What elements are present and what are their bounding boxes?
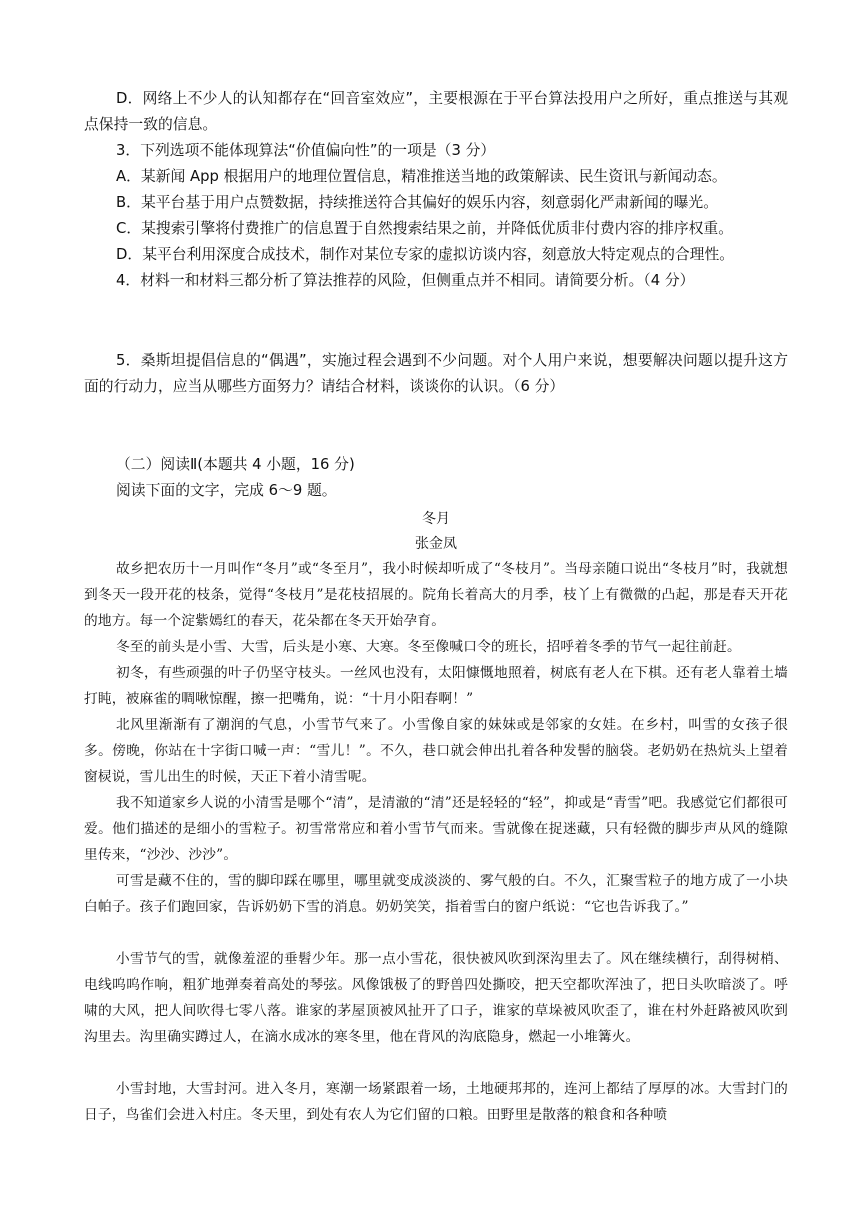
reading-two-heading: （二）阅读Ⅱ(本题共 4 小题，16 分) [116, 456, 355, 473]
passage-paragraph: 小雪节气的雪，就像羞涩的垂髫少年。那一点小雪花，很快被风吹到深沟里去了。风在继续横行，刮得树梢、电线呜呜作响，粗犷地弹奏着高处的琴弦。风像饿极了的野兽四处撕咬，把天空都吹浑浊了，把日头吹暗淡了。呼啸的大风，把人间吹得七零八落。谁家的茅屋顶被风扯开了口子，谁家的草垛被风吹歪了，谁在村外赶路被风吹到沟里去。沟里确实蹲过人，在滴水成冰的寒冬里，他在背风的沟底隐身，燃起一小堆篝火。 [84, 951, 788, 1045]
passage-paragraph: 初冬，有些顽强的叶子仍坚守枝头。一丝风也没有，太阳慷慨地照着，树底有老人在下棋。还有老人靠着土墙打盹，被麻雀的啁啾惊醒，擦一把嘴角，说：“十月小阳春啊！” [84, 665, 788, 707]
passage-paragraph: 我不知道家乡人说的小清雪是哪个“清”，是清澈的“清”还是轻轻的“轻”，抑或是“青雪”吧。我感觉它们都很可爱。他们描述的是细小的雪粒子。初雪常常应和着小雪节气而来。雪就像在捉迷藏，只有轻微的脚步声从风的缝隙里传来，“沙沙、沙沙”。 [84, 795, 788, 863]
question-3-stem: 3．下列选项不能体现算法“价值偏向性”的一项是（3 分） [116, 142, 496, 159]
question-5: 5．桑斯坦提倡信息的“偶遇”，实施过程会遇到不少问题。对个人用户来说，想要解决问题以提升这方面的行动力，应当从哪些方面努力？请结合材料，谈谈你的认识。（6 分） [84, 352, 788, 395]
passage-paragraph: 故乡把农历十一月叫作“冬月”或“冬至月”，我小时候却听成了“冬枝月”。当母亲随口说出“冬枝月”时，我就想到冬天一段开花的枝条，觉得“冬枝月”是花枝招展的。院角长着高大的月季，枝丫上有微微的凸起，那是春天开花的地方。每一个淀紫嫣红的春天，花朵都在冬天开始孕育。 [84, 561, 788, 629]
passage-title: 冬月 [422, 511, 450, 527]
passage-paragraph: 北风里渐渐有了潮润的气息，小雪节气来了。小雪像自家的妹妹或是邻家的女娃。在乡村，叫雪的女孩子很多。傍晚，你站在十字街口喊一声：“雪儿！”。不久，巷口就会伸出扎着各种发髻的脑袋。老奶奶在热炕头上望着窗棂说，雪儿出生的时候，天正下着小清雪呢。 [84, 717, 788, 785]
question-2-option-d: D．网络上不少人的认知都存在“回音室效应”，主要根源在于平台算法投用户之所好，重点推送与其观点保持一致的信息。 [84, 90, 788, 133]
reading-two-instruction: 阅读下面的文字，完成 6～9 题。 [116, 482, 337, 499]
question-4: 4．材料一和材料三都分析了算法推荐的风险，但侧重点并不相同。请简要分析。（4 分） [116, 272, 695, 289]
passage-paragraph: 冬至的前头是小雪、大雪，后头是小寒、大寒。冬至像喊口令的班长，招呼着冬季的节气一起往前赶。 [116, 639, 741, 655]
passage-author: 张金凤 [415, 536, 457, 552]
passage-paragraph: 小雪封地，大雪封河。进入冬月，寒潮一场紧跟着一场，土地硬邦邦的，连河上都结了厚厚的冰。大雪封门的日子，鸟雀们会进入村庄。冬天里，到处有农人为它们留的口粮。田野里是散落的粮食和各种喷 [84, 1081, 788, 1123]
question-3-option-c: C．某搜索引擎将付费推广的信息置于自然搜索结果之前，并降低优质非付费内容的排序权重。 [116, 220, 734, 237]
question-3-option-b: B．某平台基于用户点赞数据，持续推送符合其偏好的娱乐内容，刻意弱化严肃新闻的曝光。 [116, 194, 719, 211]
question-3-option-d: D．某平台利用深度合成技术，制作对某位专家的虚拟访谈内容，刻意放大特定观点的合理性。 [116, 246, 735, 263]
question-3-option-a: A．某新闻 App 根据用户的地理位置信息，精准推送当地的政策解读、民生资讯与新闻动态。 [116, 168, 727, 185]
passage-paragraph: 可雪是藏不住的，雪的脚印踩在哪里，哪里就变成淡淡的、雾气般的白。不久，汇聚雪粒子的地方成了一小块白帕子。孩子们跑回家，告诉奶奶下雪的消息。奶奶笑笑，指着雪白的窗户纸说：“它也告诉我了。” [84, 873, 788, 915]
